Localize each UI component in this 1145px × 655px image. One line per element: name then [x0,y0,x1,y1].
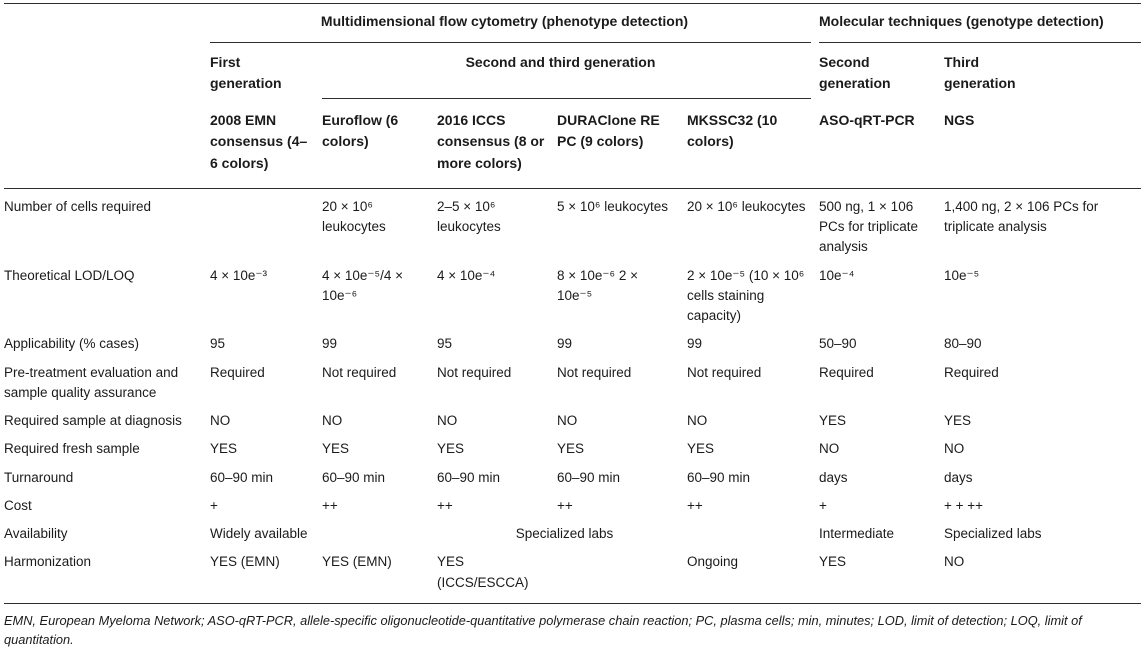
cell: 8 × 10e⁻⁶ 2 × 10e⁻⁵ [557,267,638,303]
cell: 50–90 [819,336,857,352]
cell: Ongoing [687,554,739,570]
table-row [4,407,1141,435]
cell: + + ++ [944,497,984,513]
row-label: Applicability (% cases) [4,336,140,352]
cell: Widely available [210,526,308,541]
table-row [4,435,1141,463]
cell: Not required [322,364,397,380]
row-label: Availability [4,526,68,541]
cell: + [819,497,827,513]
cell: 60–90 min [322,469,386,485]
cell: YES [437,441,465,457]
row-label: Required fresh sample [4,441,140,457]
cell: YES [819,554,847,570]
cell: YES [210,441,238,457]
cell: ++ [437,497,453,513]
table-row [4,464,1141,492]
cell: YES [944,413,972,428]
cell: 1,400 ng, 2 × 106 PCs for triplicate analysis [944,198,1099,234]
cell: YES [322,441,350,457]
row-label: Cost [4,497,32,513]
row-label: Harmonization [4,554,92,570]
cell: 80–90 [944,336,982,352]
cell: 10e⁻⁴ [819,267,855,283]
cell: YES (EMN) [322,554,392,570]
cell: 99 [687,336,703,352]
cell: ++ [557,497,573,513]
group-header-flow-cytometry: Multidimensional flow cytometry (phenotype detection) [210,4,811,43]
cell: YES [687,441,715,457]
column-header-2016-iccs: 2016 ICCS consensus (8 or more colors) [437,111,545,172]
row-label: Required sample at diagnosis [4,413,182,428]
cell: YES [557,441,585,457]
table-row [4,262,1141,331]
cell: NO [819,441,840,457]
cell: Required [819,364,874,380]
cell: NO [944,554,965,570]
cell: 20 × 10⁶ leukocytes [687,198,806,214]
cell: NO [210,413,231,428]
cell: Required [944,364,999,380]
cell: days [819,469,848,485]
cell: 95 [437,336,453,352]
column-header-2008-emn: 2008 EMN consensus (4–6 colors) [210,111,308,172]
column-header-mkssc32: MKSSC32 (10 colors) [687,111,778,150]
cell: 99 [322,336,338,352]
cell: NO [322,413,343,428]
generation-header-row [4,43,1141,99]
cell: YES [819,413,847,428]
cell: Specialized labs [944,526,1042,541]
generation-header-first: First generation [210,53,282,92]
cell: Intermediate [819,526,895,541]
cell: Not required [437,364,512,380]
group-header-row [4,4,1141,43]
cell: 4 × 10e⁻⁵/4 × 10e⁻⁶ [322,267,404,303]
table-row [4,492,1141,520]
cell: + [210,497,218,513]
table-row [4,359,1141,408]
column-header-row [4,99,1141,188]
cell: NO [557,413,578,428]
cell: 500 ng, 1 × 106 PCs for triplicate analysis [819,198,919,255]
cell: YES (EMN) [210,554,280,570]
cell: 60–90 min [210,469,274,485]
cell: NO [687,413,708,428]
cell: 60–90 min [557,469,621,485]
cell: 2 × 10e⁻⁵ (10 × 10⁶ cells staining capacity) [687,267,805,323]
cell: 4 × 10e⁻³ [210,267,268,283]
cell: days [944,469,973,485]
generation-header-second-third: Second and third generation [322,43,811,99]
table-row [4,548,1141,603]
cell: 4 × 10e⁻⁴ [437,267,496,283]
cell: NO [437,413,458,428]
cell: 99 [557,336,573,352]
header-spacer [4,43,210,99]
table-row [4,330,1141,358]
cell [210,193,322,262]
table-row [4,520,1141,548]
row-label: Pre-treatment evaluation and sample quality assurance [4,364,179,400]
cell-merged: Specialized labs [515,526,614,541]
cell: Required [210,364,265,380]
generation-header-second: Second generation [819,53,891,92]
column-header-aso-qrt-pcr: ASO-qRT-PCR [819,111,915,128]
table-row [4,189,1141,262]
row-label: Number of cells required [4,198,152,214]
cell: 20 × 10⁶ leukocytes [322,198,386,234]
row-label: Theoretical LOD/LOQ [4,267,135,283]
cell [557,548,687,597]
cell: YES (ICCS/ESCCA) [437,554,529,590]
header-spacer [4,4,210,43]
cell: 10e⁻⁵ [944,267,980,283]
cell: 5 × 10⁶ leukocytes [557,198,668,214]
column-header-euroflow: Euroflow (6 colors) [322,111,399,150]
cell: ++ [322,497,338,513]
cell: Not required [557,364,632,380]
group-header-molecular: Molecular techniques (genotype detection) [819,4,1141,43]
cell: 2–5 × 10⁶ leukocytes [437,198,501,234]
cell: ++ [687,497,703,513]
cell: Not required [687,364,762,380]
column-header-ngs: NGS [944,111,975,128]
cell: 60–90 min [687,469,751,485]
cell: NO [944,441,965,457]
cell: 95 [210,336,226,352]
table-footnote: EMN, European Myeloma Network; ASO-qRT-PCR, allele-specific oligonucleotide-quantitative polymerase chain reaction; PC, plasma cells; min, minutes; LOD, limit of detection; LOQ, limit of quantitation. [4,612,1082,647]
generation-header-third: Third generation [944,53,1016,92]
column-header-duraclone: DURAClone RE PC (9 colors) [557,111,660,150]
header-spacer [4,99,210,188]
row-label: Turnaround [4,469,74,485]
cell: 60–90 min [437,469,501,485]
